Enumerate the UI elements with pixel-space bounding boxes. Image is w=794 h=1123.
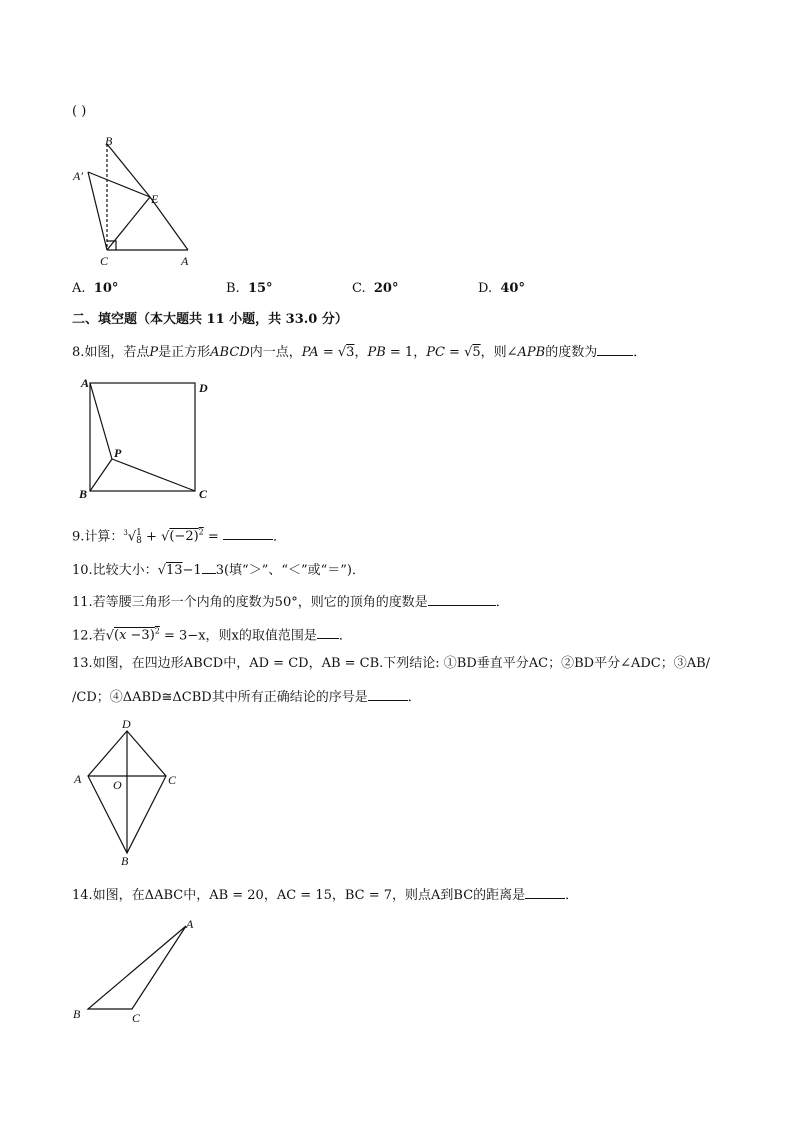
label-C: C (100, 254, 109, 268)
option-b: B. 15° (226, 281, 273, 296)
label-A: A (81, 376, 90, 390)
option-c: C. 20° (352, 281, 399, 296)
q7-figure (70, 130, 200, 270)
q8-figure (85, 378, 205, 498)
label-A: A (74, 772, 82, 786)
label-B: B (79, 487, 88, 501)
label-D: D (122, 717, 131, 731)
q8-text: 8.如图，若点P是正方形ABCD内一点，PA = √3，PB = 1，PC = √5，则∠APB的度数为 ． (72, 345, 647, 360)
label-B: B (105, 134, 113, 148)
q13-figure (84, 728, 177, 858)
label-E: E (151, 192, 159, 206)
label-D: D (199, 381, 208, 395)
q10-text: 10.比较大小：√13−1 3(填“＞”、“＜”或“＝”)． (72, 563, 365, 578)
q11-text: 11.若等腰三角形一个内角的度数为50°，则它的顶角的度数是 ． (72, 595, 509, 610)
q13-line2: /CD；④ΔABD≅ΔCBD其中所有正确结论的序号是 ． (72, 690, 421, 705)
option-d: D. 40° (478, 281, 525, 296)
label-A: A (181, 254, 189, 268)
label-C: C (199, 487, 208, 501)
label-A-prime: A′ (73, 169, 83, 183)
label-A: A (186, 917, 194, 931)
label-P: P (114, 446, 122, 460)
label-C: C (168, 773, 177, 787)
label-C: C (132, 1011, 141, 1025)
answer-paren: ( ) (72, 104, 87, 119)
q12-text: 12.若$√(x -3)^2 = 3-x$，则x的取值范围是 ． (72, 627, 352, 644)
q14-figure (84, 920, 194, 1020)
option-a: A. 10° (72, 281, 119, 296)
q13-line1: 13.如图，在四边形ABCD中，AD = CD，AB = CB.下列结论: ①BD垂直平分AC；②BD平分∠ADC；③AB/ (72, 656, 711, 671)
q9-text: 9.计算：$^3$√1 $8 + √(-2)^2$ = ． (72, 527, 286, 546)
q14-text: 14.如图，在ΔABC中，AB = 20，AC = 15，BC = 7，则点A到BC的距离是 ． (72, 888, 579, 903)
label-O: O (113, 778, 122, 792)
label-B: B (73, 1007, 81, 1021)
section-title: 二、填空题（本大题共 11 小题，共 33.0 分） (72, 312, 348, 327)
label-B: B (121, 854, 129, 868)
